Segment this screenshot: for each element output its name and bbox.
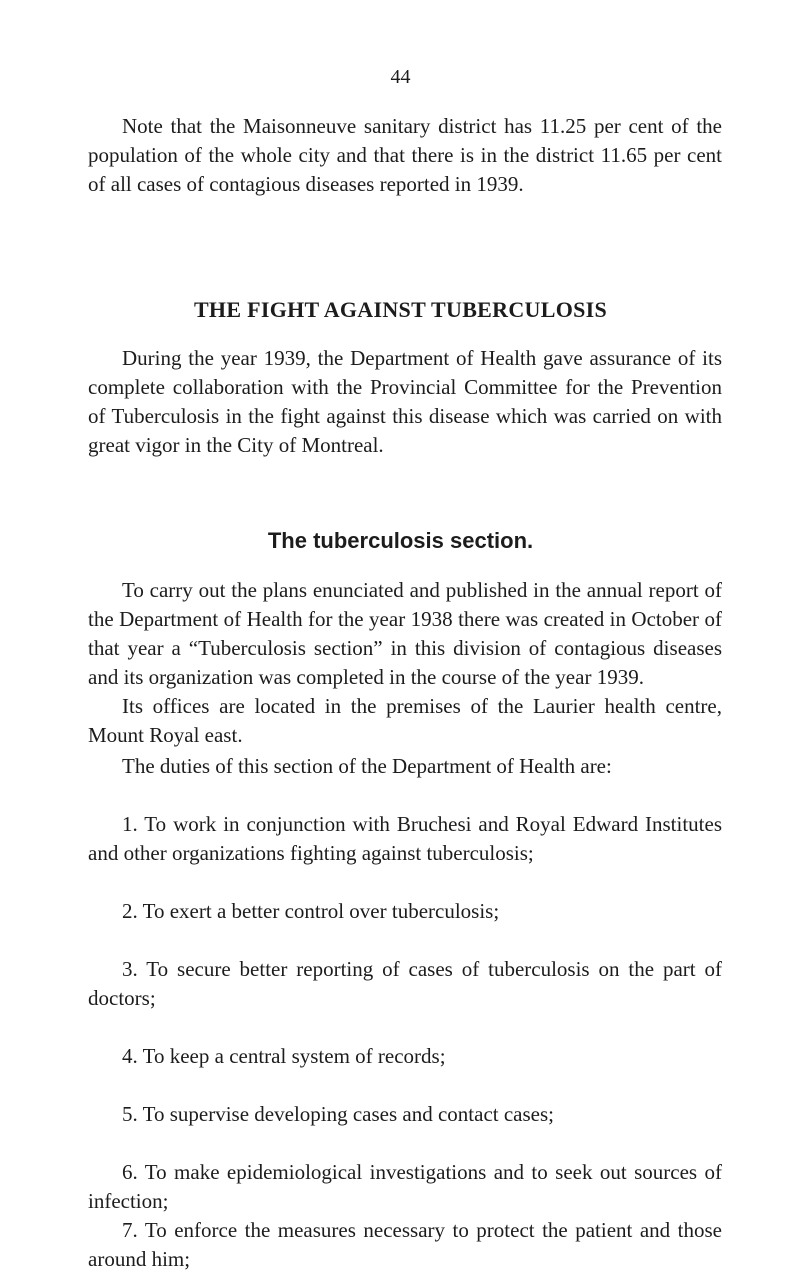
duty-7-block <box>88 1216 722 1274</box>
duty-2-block <box>88 897 722 926</box>
duty-item-1: 1. To work in conjunction with Bruchesi and Royal Edward Institutes and other organizations fighting against tuberculosis; <box>88 812 722 865</box>
subsection-paragraph-1-block <box>88 576 722 692</box>
section-paragraph: During the year 1939, the Department of Health gave assurance of its complete collaboration with the Provincial Committee for the Prevention of Tuberculosis in the fight against this disease which was carried on with great vigor in the City of Montreal. <box>88 346 722 457</box>
duty-6-block <box>88 1158 722 1216</box>
intro-paragraph: Note that the Maisonneuve sanitary district has 11.25 per cent of the population of the whole city and that there is in the district 11.65 per cent of all cases of contagious diseases reported in 1939. <box>88 114 722 196</box>
duty-4-block <box>88 1042 722 1071</box>
subsection-title: The tuberculosis section. <box>267 528 534 553</box>
duty-item-6: 6. To make epidemiological investigations and to seek out sources of infection; <box>88 1160 722 1213</box>
duty-item-7: 7. To enforce the measures necessary to protect the patient and those around him; <box>88 1218 722 1271</box>
duty-5-block <box>88 1100 722 1129</box>
page-number: 44 <box>390 66 411 88</box>
section-paragraph-block <box>88 344 722 460</box>
subsection-paragraph-1: To carry out the plans enunciated and published in the annual report of the Department of Health for the year 1938 there was created in October of that year a “Tuberculosis section” in this division of contagious diseases and its organization was completed in the course of the year 1939. <box>88 578 722 689</box>
subsection-paragraph-2-block <box>88 692 722 750</box>
duty-item-2: 2. To exert a better control over tuberculosis; <box>122 899 500 923</box>
duty-item-4: 4. To keep a central system of records; <box>122 1044 446 1068</box>
duty-item-5: 5. To supervise developing cases and contact cases; <box>122 1102 555 1126</box>
subsection-paragraph-2: Its offices are located in the premises of the Laurier health centre, Mount Royal east. <box>88 694 722 747</box>
section-title: THE FIGHT AGAINST TUBERCULOSIS <box>193 297 608 322</box>
duty-3-block <box>88 955 722 1013</box>
duty-item-3: 3. To secure better reporting of cases of tuberculosis on the part of doctors; <box>88 957 722 1010</box>
intro-paragraph-block <box>88 112 722 199</box>
duties-intro: The duties of this section of the Department of Health are: <box>122 754 612 778</box>
duty-1-block <box>88 810 722 868</box>
duties-intro-block <box>88 752 722 781</box>
